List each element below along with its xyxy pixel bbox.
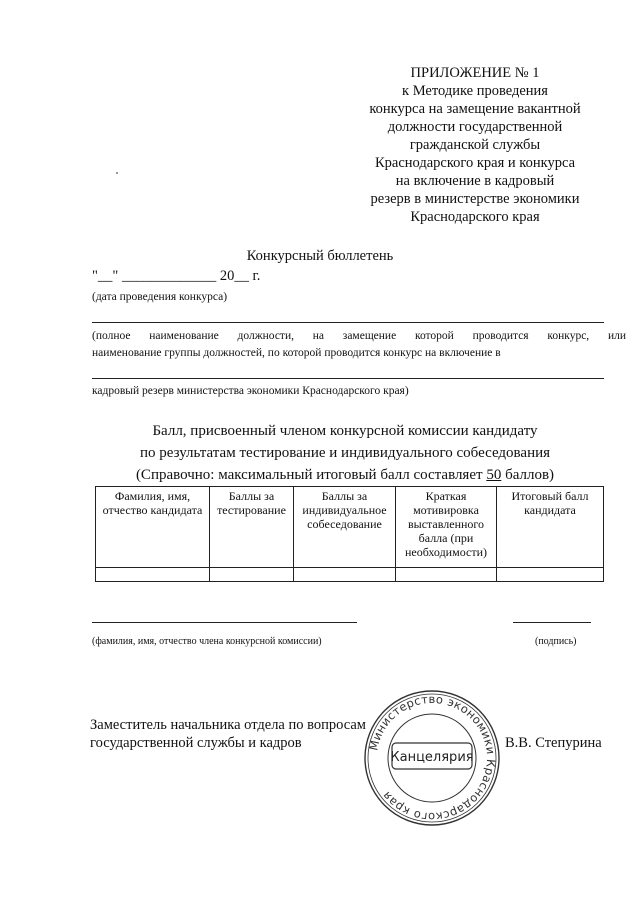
scan-speck <box>116 172 118 174</box>
appendix-block <box>340 64 610 226</box>
table-cell[interactable] <box>497 568 604 582</box>
bulletin-title: Конкурсный бюллетень <box>246 248 394 264</box>
score-heading-line1: Балл, присвоенный членом конкурсной комиссии кандидату <box>152 423 538 439</box>
position-caption-3: кадровый резерв министерства экономики Краснодарского края) <box>92 385 409 397</box>
score-heading-line3 <box>0 464 640 486</box>
appendix-line: гражданской службы <box>409 137 541 153</box>
appendix-line: на включение в кадровый <box>395 173 555 189</box>
score-heading <box>0 420 640 486</box>
col-test-score: Баллы за тестирование <box>210 487 294 568</box>
position-caption-2: наименование группы должностей, по которой проводится конкурс на включение в <box>92 347 501 359</box>
position-caption-1: (полное наименование должности, на замещение которой проводится конкурс, или <box>92 330 626 342</box>
signatory-name: В.В. Степурина <box>505 735 602 751</box>
member-name-caption: (фамилия, имя, отчество члена конкурсной комиссии) <box>92 636 322 647</box>
date-caption: (дата проведения конкурса) <box>92 291 228 303</box>
office-stamp <box>362 688 502 828</box>
table-header-row <box>96 487 604 568</box>
deputy-title <box>90 716 366 752</box>
col-candidate-name: Фамилия, имя, отчество кандидата <box>96 487 210 568</box>
stamp-ring-text: Министерство экономики Краснодарского края <box>366 691 499 825</box>
col-motivation: Краткая мотивировка выставленного балла (при необходимости) <box>396 487 497 568</box>
score-note-suffix: баллов) <box>501 467 555 483</box>
table-cell[interactable] <box>396 568 497 582</box>
appendix-title: ПРИЛОЖЕНИЕ № 1 <box>410 65 540 81</box>
table-cell[interactable] <box>294 568 396 582</box>
col-total-score: Итоговый балл кандидата <box>497 487 604 568</box>
appendix-line: Краснодарского края <box>410 209 540 225</box>
max-score: 50 <box>486 467 502 483</box>
score-table <box>95 486 604 582</box>
appendix-line: должности государственной <box>387 119 563 135</box>
table-cell[interactable] <box>96 568 210 582</box>
score-note-prefix: (Справочно: максимальный итоговый балл составляет <box>135 467 487 483</box>
member-signature-line <box>513 622 591 623</box>
deputy-line2: государственной службы и кадров <box>90 735 302 751</box>
position-blank-line-2 <box>92 378 604 379</box>
signature-caption: (подпись) <box>535 636 577 647</box>
deputy-line1: Заместитель начальника отдела по вопросам <box>90 717 366 733</box>
appendix-line: конкурса на замещение вакантной <box>369 101 581 117</box>
score-heading-line2: по результатам тестирование и индивидуального собеседования <box>139 445 551 461</box>
appendix-line: Краснодарского края и конкурса <box>374 155 576 171</box>
col-interview-score: Баллы за индивидуальное собеседование <box>294 487 396 568</box>
stamp-center-text: Канцелярия <box>390 750 474 765</box>
appendix-line: к Методике проведения <box>402 83 548 99</box>
appendix-line: резерв в министерстве экономики <box>370 191 580 207</box>
table-cell[interactable] <box>210 568 294 582</box>
date-field: "__" _____________ 20__ г. <box>92 268 261 284</box>
position-blank-line <box>92 322 604 323</box>
table-row <box>96 568 604 582</box>
member-name-line <box>92 622 357 623</box>
